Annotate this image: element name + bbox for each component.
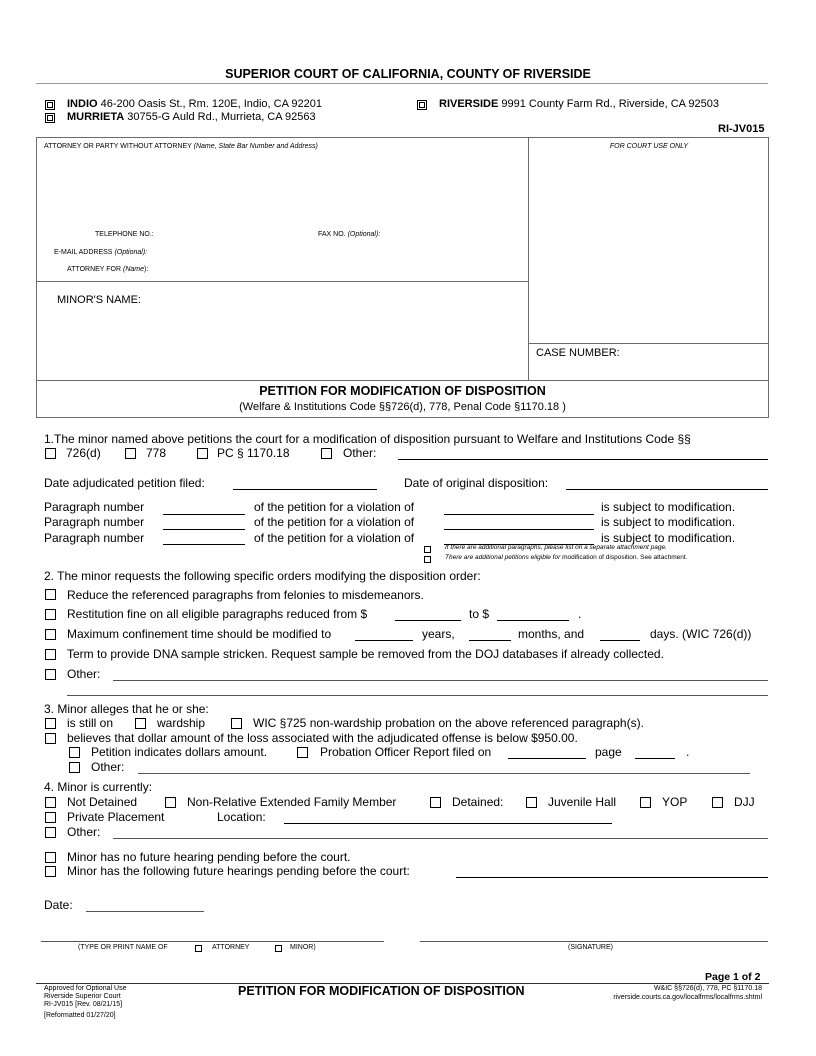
days-field[interactable] (600, 640, 640, 641)
location-field[interactable] (284, 823, 612, 824)
section2-other-checkbox[interactable] (45, 669, 56, 680)
fax-label: FAX NO. (Optional): (318, 231, 381, 238)
page-number: Page 1 of 2 (705, 971, 761, 983)
years-field[interactable] (355, 640, 413, 641)
no-future-hearing-checkbox[interactable] (45, 852, 56, 863)
djj-label: DJJ (734, 795, 755, 809)
minor-name-label: MINOR'S NAME: (57, 294, 141, 306)
additional-petitions-checkbox[interactable] (424, 556, 431, 563)
section3-other-checkbox[interactable] (69, 762, 80, 773)
paragraph-number-label: Paragraph number (44, 500, 145, 514)
section2-other-field-line2[interactable] (67, 695, 768, 696)
probation-report-checkbox[interactable] (297, 747, 308, 758)
subject-mod-label: is subject to modification. (601, 515, 736, 529)
option-other-field[interactable] (398, 459, 768, 460)
option-other-label: Other: (343, 446, 377, 460)
paragraph-number-label: Paragraph number (44, 515, 145, 529)
email-label: E-MAIL ADDRESS (Optional): (54, 249, 148, 256)
option-other-checkbox[interactable] (321, 448, 332, 459)
wic725-checkbox[interactable] (231, 718, 242, 729)
indio-checkbox[interactable] (45, 100, 55, 110)
non-relative-checkbox[interactable] (165, 797, 176, 808)
future-hearing-checkbox[interactable] (45, 866, 56, 877)
paragraph-number-field[interactable] (163, 544, 245, 545)
period: . (686, 745, 690, 759)
believes-label: believes that dollar amount of the loss associated with the adjudicated offense is below $950.00. (67, 731, 578, 745)
detained-checkbox[interactable] (430, 797, 441, 808)
telephone-label: TELEPHONE NO.: (95, 231, 154, 238)
riverside-checkbox[interactable] (417, 100, 427, 110)
option-778-label: 778 (146, 446, 167, 460)
djj-checkbox[interactable] (712, 797, 723, 808)
form-title: PETITION FOR MODIFICATION OF DISPOSITION (259, 384, 546, 398)
years-label: years, (422, 627, 455, 641)
max-confinement-label: Maximum confinement time should be modified to (67, 627, 332, 641)
section1-intro: 1.The minor named above petitions the court for a modification of disposition pursuant to Welfare and Institutions Code §§ (44, 432, 691, 446)
section2-other-field[interactable] (113, 680, 768, 681)
page-field[interactable] (635, 758, 675, 759)
restitution-label: Restitution fine on all eligible paragraphs reduced from $ (67, 607, 368, 621)
petition-indicates-checkbox[interactable] (69, 747, 80, 758)
dna-checkbox[interactable] (45, 649, 56, 660)
date-label: Date: (44, 898, 73, 912)
violation-label: of the petition for a violation of (254, 531, 415, 545)
max-confinement-checkbox[interactable] (45, 629, 56, 640)
non-relative-label: Non-Relative Extended Family Member (187, 795, 397, 809)
location-label: Location: (217, 810, 266, 824)
period: . (578, 607, 582, 621)
violation-label: of the petition for a violation of (254, 515, 415, 529)
section2-other-label: Other: (67, 667, 101, 681)
riverside-location: RIVERSIDE 9991 County Farm Rd., Riverside, CA 92503 (439, 98, 720, 110)
probation-report-label: Probation Officer Report filed on (320, 745, 492, 759)
months-field[interactable] (469, 640, 511, 641)
restitution-to-field[interactable] (497, 620, 569, 621)
section2-intro: 2. The minor requests the following specific orders modifying the disposition order: (44, 569, 481, 583)
petition-indicates-label: Petition indicates dollars amount. (91, 745, 268, 759)
section4-other-field[interactable] (113, 838, 768, 839)
still-on-checkbox[interactable] (45, 718, 56, 729)
subject-mod-label: is subject to modification. (601, 531, 736, 545)
form-number: RI-JV015 (718, 123, 765, 135)
sig-attorney-label: ATTORNEY (212, 944, 250, 951)
option-778-checkbox[interactable] (125, 448, 136, 459)
violation-field[interactable] (444, 514, 594, 515)
private-placement-checkbox[interactable] (45, 812, 56, 823)
reduce-label: Reduce the referenced paragraphs from felonies to misdemeanors. (67, 588, 424, 602)
paragraph-number-label: Paragraph number (44, 531, 145, 545)
murrieta-checkbox[interactable] (45, 113, 55, 123)
court-use-label: FOR COURT USE ONLY (609, 143, 689, 150)
date-field[interactable] (86, 911, 204, 912)
option-726d-label: 726(d) (66, 446, 101, 460)
paragraph-number-field[interactable] (163, 514, 245, 515)
violation-label: of the petition for a violation of (254, 500, 415, 514)
detained-label: Detained: (452, 795, 504, 809)
wardship-label: wardship (157, 716, 206, 730)
signature-field[interactable] (420, 941, 768, 942)
restitution-to-label: to $ (469, 607, 490, 621)
future-hearing-label: Minor has the following future hearings pending before the court: (67, 864, 410, 878)
sig-minor-checkbox[interactable] (275, 945, 282, 952)
still-on-label: is still on (67, 716, 114, 730)
option-726d-checkbox[interactable] (45, 448, 56, 459)
section4-other-checkbox[interactable] (45, 827, 56, 838)
juvenile-hall-label: Juvenile Hall (548, 795, 617, 809)
yop-checkbox[interactable] (640, 797, 651, 808)
juvenile-hall-checkbox[interactable] (526, 797, 537, 808)
wic725-label: WIC §725 non-wardship probation on the above referenced paragraph(s). (253, 716, 644, 730)
caption-box (36, 137, 769, 418)
subject-mod-label: is subject to modification. (601, 500, 736, 514)
no-future-hearing-label: Minor has no future hearing pending before the court. (67, 850, 351, 864)
name-field[interactable] (41, 941, 384, 942)
not-detained-label: Not Detained (67, 795, 138, 809)
footer-approval: Approved for Optional Use Riverside Superior Court RI-JV015 [Rev. 08/21/15] [Reformatted 01/27/20] (44, 985, 127, 1019)
attorney-label: ATTORNEY OR PARTY WITHOUT ATTORNEY (Name, State Bar Number and Address) (44, 143, 318, 150)
paragraph-number-field[interactable] (163, 529, 245, 530)
probation-report-date-field[interactable] (508, 758, 586, 759)
date-adjudicated-label: Date adjudicated petition filed: (44, 476, 205, 490)
murrieta-location: MURRIETA 30755-G Auld Rd., Murrieta, CA 92563 (67, 111, 316, 123)
violation-field[interactable] (444, 529, 594, 530)
sig-minor-label: MINOR) (290, 944, 316, 951)
days-label: days. (WIC 726(d)) (650, 627, 752, 641)
attorney-for-label: ATTORNEY FOR (Name): (67, 266, 149, 273)
section3-intro: 3. Minor alleges that he or she: (44, 702, 209, 716)
date-original-field[interactable] (566, 489, 768, 490)
section3-other-field[interactable] (138, 773, 750, 774)
believes-checkbox[interactable] (45, 733, 56, 744)
indio-location: INDIO 46-200 Oasis St., Rm. 120E, Indio, CA 92201 (67, 98, 322, 110)
restitution-checkbox[interactable] (45, 609, 56, 620)
section4-other-label: Other: (67, 825, 101, 839)
footer-title: PETITION FOR MODIFICATION OF DISPOSITION (238, 984, 525, 998)
months-label: months, and (518, 627, 585, 641)
section4-intro: 4. Minor is currently: (44, 780, 153, 794)
additional-paragraphs-note: If there are additional paragraphs, please list on a separate attachment page. (445, 544, 667, 551)
date-adjudicated-field[interactable] (233, 489, 377, 490)
restitution-from-field[interactable] (395, 620, 461, 621)
court-title: SUPERIOR COURT OF CALIFORNIA, COUNTY OF RIVERSIDE (225, 67, 591, 81)
section3-other-label: Other: (91, 760, 125, 774)
sig-attorney-checkbox[interactable] (195, 945, 202, 952)
yop-label: YOP (662, 795, 688, 809)
dna-label: Term to provide DNA sample stricken. Request sample be removed from the DOJ databases if already collected. (67, 647, 664, 661)
additional-paragraphs-checkbox[interactable] (424, 546, 431, 553)
page-label: page (595, 745, 622, 759)
reduce-checkbox[interactable] (45, 589, 56, 600)
option-pc1170-checkbox[interactable] (197, 448, 208, 459)
option-pc1170-label: PC § 1170.18 (217, 446, 290, 460)
future-hearing-field[interactable] (456, 877, 768, 878)
private-placement-label: Private Placement (67, 810, 165, 824)
additional-petitions-note: There are additional petitions eligible for modification of disposition. See attachment. (445, 554, 688, 561)
type-name-label: (TYPE OR PRINT NAME OF (78, 944, 168, 951)
footer-codes: W&IC §§726(d), 778, PC §1170.18 riverside.courts.ca.gov/localfrms/localfrms.shtml (613, 985, 762, 1001)
wardship-checkbox[interactable] (135, 718, 146, 729)
case-number-label: CASE NUMBER: (536, 347, 620, 359)
not-detained-checkbox[interactable] (45, 797, 56, 808)
date-original-label: Date of original disposition: (404, 476, 549, 490)
header-divider (36, 83, 768, 84)
form-subtitle: (Welfare & Institutions Code §§726(d), 778, Penal Code §1170.18 ) (239, 401, 566, 413)
signature-label: (SIGNATURE) (568, 944, 613, 951)
